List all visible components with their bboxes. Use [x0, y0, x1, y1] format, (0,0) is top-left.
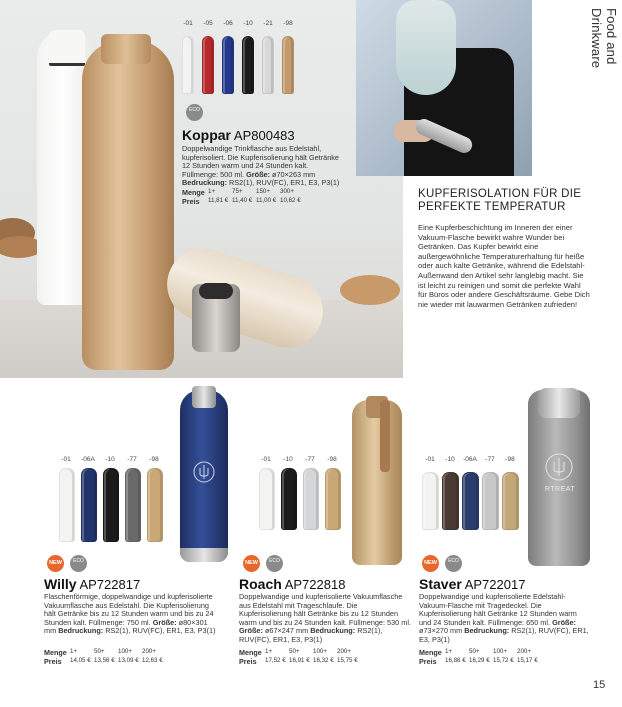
- staver-variants: [420, 456, 530, 540]
- feature-heading: KUPFERISOLATION FÜR DIE PERFEKTE TEMPERATUR: [418, 188, 582, 213]
- variant-swatch: [242, 36, 254, 94]
- tree-logo-icon: [544, 452, 574, 482]
- eco-badge-icon: ECO: [70, 555, 87, 572]
- variant-swatch: [81, 468, 97, 542]
- product-title: [182, 127, 295, 143]
- product-code: AP800483: [233, 128, 295, 143]
- product-description: Doppelwandige und kupferisolierte Edelstahl-Vakuum-Flasche mit Tragedeckel. Die Kupferisolierung hält Getränke 12 Stunden warm und 24 Stunden kalt. Füllmenge: 650 ml. Größe: ø73×270 mm Bedruckung: RS2(1), RUV(FC), ER1, E3, P3(1): [419, 592, 589, 644]
- feature-text: Eine Kupferbeschichtung im Inneren der einer Vakuum-Flasche bewirkt wahre Wunder bei Getränken. Das Kupfer bewirkt eine außergewöhnliche Temperaturerhaltung für heiße oder auch kalte Getränke, während die Edelstahl-Außenwand den Artikel sehr langlebig macht. Sie ist leicht zu reinigen und somit die perfekte Wahl für Büros oder andere Geschäftsräume. Gebe Dich nie wieder mit lauwarmen Getränken zufrieden!: [418, 223, 590, 309]
- variant-swatch: [282, 36, 294, 94]
- price-table: Menge 1+ 50+ 100+ 200+ Preis 17,52 € 16,91 € 16,32 € 15,75 €: [239, 648, 358, 666]
- variant-label: -10: [105, 456, 115, 463]
- lifestyle-photo: [356, 0, 532, 176]
- eco-badge-icon: ECO: [445, 555, 462, 572]
- product-title: [239, 576, 345, 592]
- price-table: Menge 1+ 50+ 100+ 200+ Preis 16,88 € 16,29 € 15,72 € 15,17 €: [419, 648, 538, 666]
- variant-label: -98: [283, 20, 293, 27]
- product-name: Koppar: [182, 127, 231, 143]
- variant-label: -10: [243, 20, 253, 27]
- variant-label: -01: [183, 20, 193, 27]
- roach-variants: [256, 456, 352, 536]
- price-table: Menge 1+ 75+ 150+ 300+ Preis 11,81 € 11,40 € 11,00 € 10,62 €: [182, 188, 301, 206]
- variant-swatch: [442, 472, 459, 530]
- variant-swatch: [281, 468, 297, 530]
- product-name: Willy: [44, 576, 77, 592]
- variant-swatch: [262, 36, 274, 94]
- variant-swatch: [422, 472, 439, 530]
- variant-swatch: [259, 468, 275, 530]
- variant-label: -06A: [81, 456, 95, 463]
- variant-swatch: [125, 468, 141, 542]
- variant-swatch: [103, 468, 119, 542]
- variant-label: -10: [445, 456, 455, 463]
- variant-label: -21: [263, 20, 273, 27]
- product-title: [44, 576, 140, 592]
- logo-text: RTREAT: [544, 486, 576, 493]
- variant-swatch: [325, 468, 341, 530]
- variant-label: -01: [61, 456, 71, 463]
- product-code: AP722818: [284, 577, 346, 592]
- staver-bottle-image: [528, 390, 590, 566]
- variant-swatch: [147, 468, 163, 542]
- roach-bottle-image: [352, 400, 402, 565]
- tree-logo-icon: [192, 460, 216, 484]
- willy-bottle-image: [180, 390, 228, 562]
- product-description: Doppelwandige und kupferisolierte Vakuumflasche aus Edelstahl mit Trageschlaufe. Die Kupferisolierung hält Getränke bis zu 12 Stunden warm und bis zu 24 Stunden kalt. Füllmenge: 530 ml. Größe: ø67×247 mm Bedruckung: RS2(1), RUV(FC), ER1, E3, P3(1): [239, 592, 411, 644]
- koppar-variants: [178, 20, 300, 98]
- eco-badge-icon: ECO: [186, 104, 203, 121]
- price-table: Menge 1+ 50+ 100+ 200+ Preis 14,05 € 13,56 € 13,09 € 12,63 €: [44, 648, 163, 666]
- variant-swatch: [502, 472, 519, 530]
- variant-label: -01: [425, 456, 435, 463]
- product-code: AP722817: [79, 577, 141, 592]
- variant-swatch: [182, 36, 194, 94]
- variant-label: -77: [127, 456, 137, 463]
- variant-swatch: [303, 468, 319, 530]
- new-badge-icon: NEW: [422, 555, 439, 572]
- variant-label: -77: [485, 456, 495, 463]
- product-description: Doppelwandige Trinkflasche aus Edelstahl, kupferisoliert. Die Kupferisolierung hält Getränke 12 Stunden warm und 24 Stunden kalt. Füllmenge: 500 ml. Größe: ø70×263 mm Bedruckung: RS2(1), RUV(FC), ER1, E3, P3(1): [182, 144, 340, 188]
- variant-label: -10: [283, 456, 293, 463]
- variant-label: -05: [203, 20, 213, 27]
- variant-label: -01: [261, 456, 271, 463]
- variant-label: -06: [223, 20, 233, 27]
- willy-variants: [56, 456, 176, 546]
- eco-badge-icon: ECO: [266, 555, 283, 572]
- variant-swatch: [59, 468, 75, 542]
- product-description: Flaschenförmige, doppelwandige und kupferisolierte Vakuumflasche aus Edelstahl. Die Kupferisolierung hält Getränke bis zu 12 Stunden warm und bis zu 24 Stunden kalt. Füllmenge: 750 ml. Größe: ø80×301 mm Bedruckung: RS2(1), RUV(FC), ER1, E3, P3(1): [44, 592, 216, 636]
- variant-swatch: [202, 36, 214, 94]
- variant-swatch: [222, 36, 234, 94]
- product-title: [419, 576, 525, 592]
- product-name: Staver: [419, 576, 462, 592]
- variant-label: -98: [327, 456, 337, 463]
- product-code: AP722017: [464, 577, 526, 592]
- page-number: 15: [593, 679, 606, 691]
- new-badge-icon: NEW: [47, 555, 64, 572]
- variant-label: -98: [149, 456, 159, 463]
- copper-bottle-image: [82, 40, 174, 370]
- variant-label: -98: [505, 456, 515, 463]
- section-tab: Food and Drinkware: [589, 8, 619, 69]
- product-name: Roach: [239, 576, 282, 592]
- variant-swatch: [462, 472, 479, 530]
- variant-label: -77: [305, 456, 315, 463]
- variant-label: -06A: [463, 456, 477, 463]
- new-badge-icon: NEW: [243, 555, 260, 572]
- variant-swatch: [482, 472, 499, 530]
